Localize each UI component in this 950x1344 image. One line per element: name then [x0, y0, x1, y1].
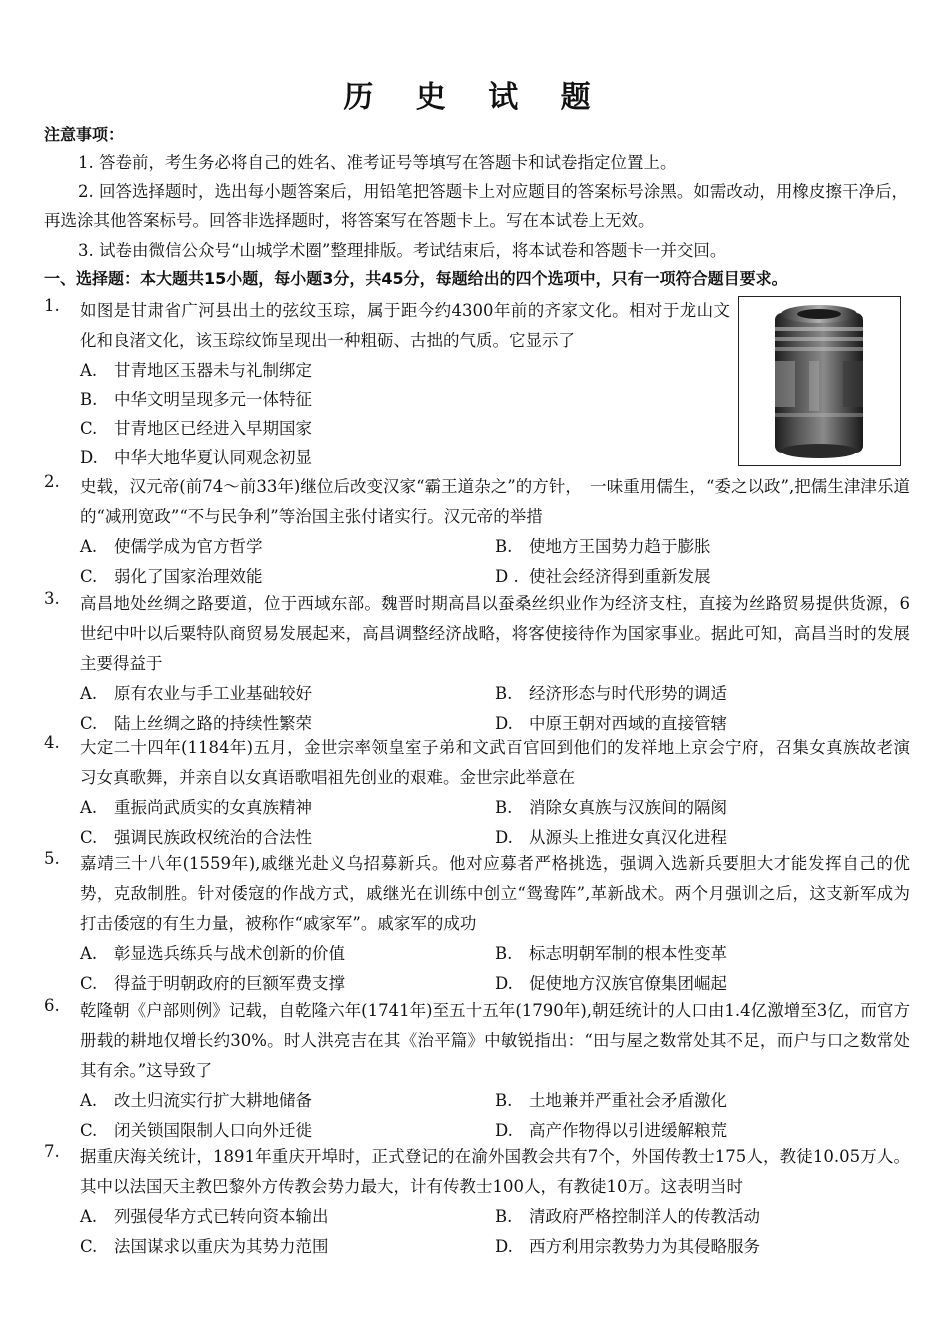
option-b: B. 经济形态与时代形势的调适	[495, 684, 727, 703]
option-d: D. 中原王朝对西域的直接管辖	[495, 714, 727, 733]
question-number: 6.	[44, 996, 60, 1015]
option-b: B. 标志明朝军制的根本性变革	[495, 944, 727, 963]
option-a: A. 甘青地区玉器未与礼制绑定	[80, 361, 312, 380]
option-a: A. 重振尚武质实的女真族精神	[80, 798, 312, 817]
question-6	[44, 996, 910, 1146]
question-stem: 如图是甘肃省广河县出土的弦纹玉琮，属于距今约4300年前的齐家文化。相对于龙山文化和良渚文化，该玉琮纹饰呈现出一种粗砺、古拙的气质。它显示了	[80, 301, 730, 350]
question-number: 2.	[44, 472, 60, 491]
question-options	[80, 939, 910, 999]
question-stem: 高昌地处丝绸之路要道，位于西域东部。魏晋时期高昌以蚕桑丝织业作为经济支柱，直接为丝路贸易提供货源，6世纪中叶以后粟特队商贸易发展起来，高昌调整经济战略，将客使接待作为国家事业。据此可知，高昌当时的发展主要得益于	[80, 594, 910, 673]
option-a: A. 改土归流实行扩大耕地储备	[80, 1091, 312, 1110]
exam-title: 历 史 试 题	[343, 80, 607, 115]
option-c: C. 得益于明朝政府的巨额军费支撑	[80, 974, 345, 993]
question-7	[44, 1142, 910, 1262]
option-a: A. 使儒学成为官方哲学	[80, 537, 263, 556]
notice-item-1: 1. 答卷前，考生务必将自己的姓名、准考证号等填写在答题卡和试卷指定位置上。	[78, 153, 677, 172]
question-5	[44, 849, 910, 999]
question-stem: 史载，汉元帝(前74～前33年)继位后改变汉家“霸王道杂之”的方针， 一味重用儒生，“委之以政”,把儒生津津乐道的“减刑宽政”“不与民争利”等治国主张付诸实行。汉元帝的举措	[80, 477, 910, 526]
option-c: C. 陆上丝绸之路的持续性繁荣	[80, 714, 312, 733]
question-number: 5.	[44, 849, 60, 868]
option-b: B. 清政府严格控制洋人的传教活动	[495, 1207, 760, 1226]
question-number: 1.	[44, 296, 60, 315]
question-number: 4.	[44, 733, 60, 752]
option-d: D. 从源头上推进女真汉化进程	[495, 828, 727, 847]
question-options	[80, 1202, 910, 1262]
option-b: B. 消除女真族与汉族间的隔阂	[495, 798, 727, 817]
question-stem: 嘉靖三十八年(1559年),戚继光赴义乌招募新兵。他对应募者严格挑选，强调入选新兵要胆大才能发挥自己的优势，克敌制胜。针对倭寇的作战方式，戚继光在训练中创立“鸳鸯阵”,革新战术。两个月强训之后，这支新军成为打击倭寇的有生力量，被称作“戚家军”。戚家军的成功	[80, 854, 910, 933]
question-4	[44, 733, 910, 853]
question-options	[80, 793, 910, 853]
option-d: D. 高产作物得以引进缓解粮荒	[495, 1121, 727, 1140]
option-a: A. 列强侵华方式已转向资本输出	[80, 1207, 329, 1226]
question-number: 7.	[44, 1142, 60, 1161]
jade-cong-image	[738, 296, 901, 466]
notice-item-2: 2. 回答选择题时，选出每小题答案后，用铅笔把答题卡上对应题目的答案标号涂黑。如需改动，用橡皮擦干净后，再选涂其他答案标号。回答非选择题时，将答案写在答题卡上。写在本试卷上无效。	[44, 182, 908, 230]
option-b: B. 中华文明呈现多元一体特征	[80, 390, 312, 409]
question-options	[80, 532, 910, 592]
question-number: 3.	[44, 589, 60, 608]
option-c: C. 甘青地区已经进入早期国家	[80, 419, 312, 438]
question-stem: 据重庆海关统计，1891年重庆开埠时，正式登记的在渝外国教会共有7个，外国传教士175人，教徒10.05万人。其中以法国天主教巴黎外方传教会势力最大，计有传教士100人，有教徒10万。这表明当时	[80, 1147, 910, 1196]
section-heading: 一、选择题：本大题共15小题，每小题3分，共45分，每题给出的四个选项中，只有一项符合题目要求。	[44, 269, 788, 288]
option-d: D. 中华大地华夏认同观念初显	[80, 448, 312, 467]
option-d: D. 促使地方汉族官僚集团崛起	[495, 974, 727, 993]
option-c: C. 弱化了国家治理效能	[80, 567, 263, 586]
question-3	[44, 589, 910, 739]
option-d: D . 使社会经济得到重新发展	[495, 567, 711, 586]
notice-item-3: 3. 试卷由微信公众号“山城学术圈”整理排版。考试结束后，将本试卷和答题卡一并交回。	[78, 241, 727, 260]
notice-heading: 注意事项：	[44, 125, 125, 144]
option-a: A. 原有农业与手工业基础较好	[80, 684, 312, 703]
option-c: C. 法国谋求以重庆为其势力范围	[80, 1237, 329, 1256]
question-options	[80, 1086, 910, 1146]
jade-cong-illustration	[739, 297, 899, 464]
option-b: B. 使地方王国势力趋于膨胀	[495, 537, 711, 556]
question-stem: 大定二十四年(1184年)五月，金世宗率领皇室子弟和文武百官回到他们的发祥地上京会宁府，召集女真族故老演习女真歌舞，并亲自以女真语歌唱祖先创业的艰难。金世宗此举意在	[80, 738, 910, 787]
option-a: A. 彰显选兵练兵与战术创新的价值	[80, 944, 345, 963]
option-d: D. 西方利用宗教势力为其侵略服务	[495, 1237, 760, 1256]
question-stem: 乾隆朝《户部则例》记载，自乾隆六年(1741年)至五十五年(1790年),朝廷统计的人口由1.4亿激增至3亿，而官方册载的耕地仅增长约30%。时人洪亮吉在其《治平篇》中敏锐指出：“田与屋之数常处其不足，而户与口之数常处其有余。”这导致了	[80, 1001, 910, 1080]
option-c: C. 闭关锁国限制人口向外迁徙	[80, 1121, 312, 1140]
question-options	[80, 679, 910, 739]
question-2	[44, 472, 910, 592]
option-b: B. 土地兼并严重社会矛盾激化	[495, 1091, 727, 1110]
option-c: C. 强调民族政权统治的合法性	[80, 828, 312, 847]
